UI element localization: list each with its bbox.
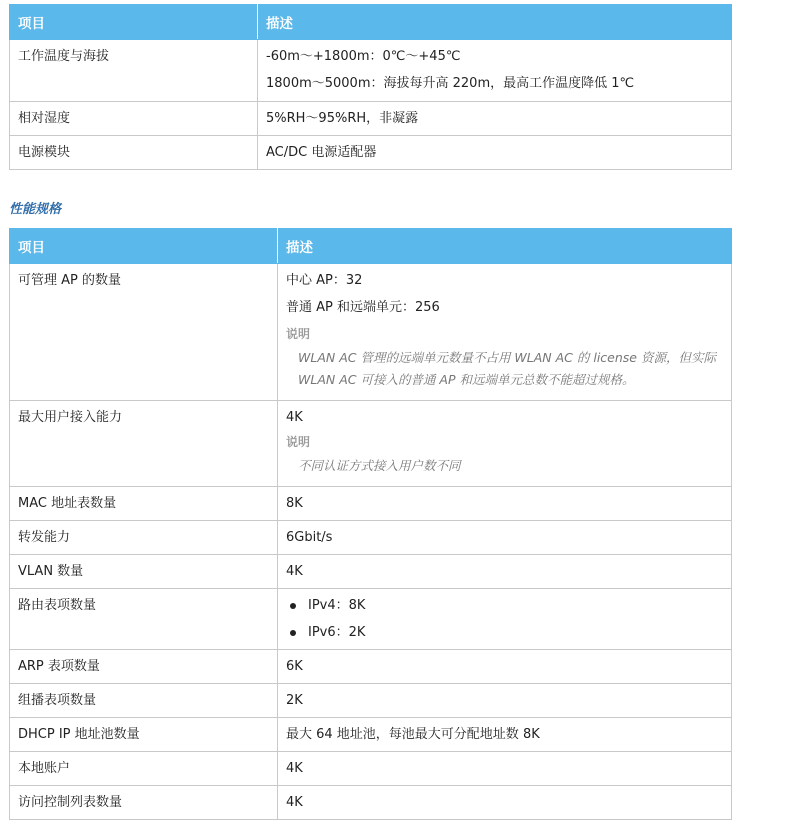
table-row [10, 264, 732, 401]
desc-line: 2K [286, 693, 303, 708]
row-item: 可管理 AP 的数量 [10, 264, 278, 401]
table-row [10, 718, 732, 752]
desc-line: 6K [286, 659, 303, 674]
desc-line: 4K [286, 564, 303, 579]
row-item: VLAN 数量 [10, 555, 278, 589]
row-desc [278, 555, 732, 589]
table-row [10, 521, 732, 555]
note-text: 不同认证方式接入用户数不同 [298, 458, 461, 473]
row-desc [278, 718, 732, 752]
desc-line: AC/DC 电源适配器 [266, 145, 377, 160]
desc-line: 4K [286, 410, 303, 425]
table-row [10, 40, 732, 102]
table-row [10, 401, 732, 487]
desc-line: -60m～+1800m：0℃～+45℃ [266, 49, 461, 64]
row-item: 路由表项数量 [10, 589, 278, 650]
column-header-item: 项目 [10, 229, 278, 264]
desc-line: 中心 AP：32 [286, 273, 363, 288]
desc-line: 5%RH～95%RH，非凝露 [266, 111, 419, 126]
note-title: 说明 [286, 435, 311, 449]
row-desc [278, 589, 732, 650]
row-item: MAC 地址表数量 [10, 487, 278, 521]
row-item: 电源模块 [10, 136, 258, 170]
desc-line: 普通 AP 和远端单元：256 [286, 300, 440, 315]
desc-line: 4K [286, 795, 303, 810]
table-row [10, 684, 732, 718]
table-row [10, 102, 732, 136]
row-desc [278, 521, 732, 555]
row-desc [258, 102, 732, 136]
row-desc [278, 487, 732, 521]
row-desc [278, 752, 732, 786]
note-title: 说明 [286, 327, 311, 341]
row-desc [278, 401, 732, 487]
table-row [10, 487, 732, 521]
column-header-item: 项目 [10, 5, 258, 40]
list-item: IPv4：8K [286, 597, 723, 614]
row-item: 工作温度与海拔 [10, 40, 258, 102]
desc-line: 4K [286, 761, 303, 776]
list-item: IPv6：2K [286, 624, 723, 641]
table-row [10, 136, 732, 170]
row-desc [278, 786, 732, 820]
table-header-row [10, 229, 732, 264]
desc-line: 1800m～5000m：海拔每升高 220m，最高工作温度降低 1℃ [266, 76, 635, 91]
row-desc [278, 650, 732, 684]
column-header-desc: 描述 [258, 5, 732, 40]
row-desc [278, 684, 732, 718]
note-text: WLAN AC 管理的远端单元数量不占用 WLAN AC 的 license 资源，但实际 WLAN AC 可接入的普通 AP 和远端单元总数不能超过规格。 [298, 350, 716, 387]
table-row [10, 650, 732, 684]
row-item: 组播表项数量 [10, 684, 278, 718]
perf-spec-table [9, 228, 732, 820]
desc-line: 8K [286, 496, 303, 511]
row-item: 相对湿度 [10, 102, 258, 136]
table-header-row [10, 5, 732, 40]
row-item: DHCP IP 地址池数量 [10, 718, 278, 752]
row-item: 转发能力 [10, 521, 278, 555]
table-row [10, 555, 732, 589]
table-row [10, 752, 732, 786]
row-item: ARP 表项数量 [10, 650, 278, 684]
column-header-desc: 描述 [278, 229, 732, 264]
row-desc [258, 40, 732, 102]
row-item: 本地账户 [10, 752, 278, 786]
desc-line: 最大 64 地址池，每池最大可分配地址数 8K [286, 727, 540, 742]
table-row [10, 786, 732, 820]
section-title: 性能规格 [9, 202, 62, 217]
row-item: 访问控制列表数量 [10, 786, 278, 820]
row-desc [278, 264, 732, 401]
row-desc [258, 136, 732, 170]
bullet-list [286, 597, 723, 641]
table-row [10, 589, 732, 650]
row-item: 最大用户接入能力 [10, 401, 278, 487]
env-spec-table [9, 4, 732, 170]
desc-line: 6Gbit/s [286, 530, 333, 545]
